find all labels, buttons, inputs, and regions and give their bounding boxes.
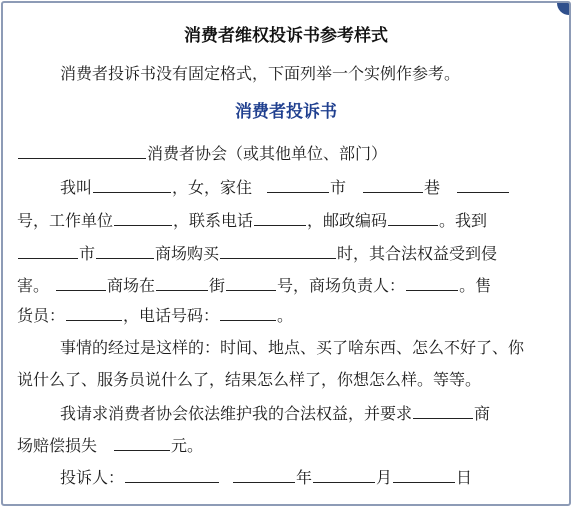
yuan-label: 元。 [171,436,204,455]
went-to-label: 。我到 [439,211,488,230]
day-blank [393,465,455,483]
month-blank [313,465,375,483]
amount-blank [114,433,170,451]
sales-label: 。售 [459,276,492,295]
gender-address-label: ，女，家住 [172,178,253,197]
postcode-label: ，邮政编码 [307,211,388,230]
store-purchase-label: 商场购买 [155,244,220,263]
request-line-1 [60,401,490,425]
name-label: 我叫 [60,178,93,197]
store-name-blank [96,241,154,259]
rights-infringed-label: 时，其合法权益受到侵 [337,244,498,263]
purchase-line [17,241,497,265]
address-blank-1 [267,175,329,193]
purchase-city-blank [18,241,78,259]
workplace-label: 号，工作单位 [17,211,114,230]
complainant-label: 投诉人： [60,468,125,487]
complainant-blank [125,465,219,483]
store-char: 商 [474,404,491,423]
street-label: 街 [209,276,226,295]
store-info-line [17,273,491,297]
organization-blank [18,141,146,159]
number-blank [226,273,276,291]
street-blank [156,273,208,291]
addressee-text: 消费者协会（或其他单位、部门） [147,144,388,163]
addressee-line [17,141,387,165]
city-label: 市 [330,178,347,197]
intro-text: 消费者投诉书没有固定格式，下面列举一个实例作参考。 [60,64,461,83]
manager-blank [406,273,458,291]
postcode-blank [388,208,438,226]
compensation-label: 场赔偿损失 [17,436,98,455]
clerk-label: 货员： [17,306,66,325]
phone-blank [254,208,306,226]
request-text: 我请求消费者协会依法维护我的合法权益，并要求 [60,404,413,423]
period: 。 [277,306,294,325]
workplace-blank [114,208,172,226]
request-line-2 [17,433,203,457]
signature-line [60,465,472,489]
day-label: 日 [456,468,473,487]
clerk-phone-blank [220,303,276,321]
address-blank-2 [363,175,423,193]
store-blank [56,273,106,291]
document-frame [1,1,571,506]
clerk-blank [66,303,122,321]
clerk-info-line [17,303,293,327]
form-title: 消费者投诉书 [235,102,337,122]
item-blank [220,241,336,259]
corner-accent [557,1,571,15]
year-blank [233,465,295,483]
store-at-label: 商场在 [107,276,156,295]
details-line-1: 事情的经过是这样的：时间、地点、买了啥东西、怎么不好了、你 [60,338,525,357]
details-line-2: 说什么了、服务员说什么了，结果怎么样了，你想怎么样。等等。 [17,370,482,389]
address-blank-3 [457,175,509,193]
page-title: 消费者维权投诉书参考样式 [184,26,388,46]
store-request-blank [413,401,473,419]
year-label: 年 [296,468,313,487]
lane-label: 巷 [424,178,441,197]
personal-info-line-1 [60,175,510,199]
manager-label: 号，商场负责人： [277,276,406,295]
purchase-city-label: 市 [79,244,96,263]
personal-info-line-2 [17,208,487,232]
name-blank [93,175,171,193]
month-label: 月 [376,468,393,487]
clerk-phone-label: ，电话号码： [123,306,220,325]
phone-label: ，联系电话 [173,211,254,230]
harm-label: 害。 [17,276,50,295]
